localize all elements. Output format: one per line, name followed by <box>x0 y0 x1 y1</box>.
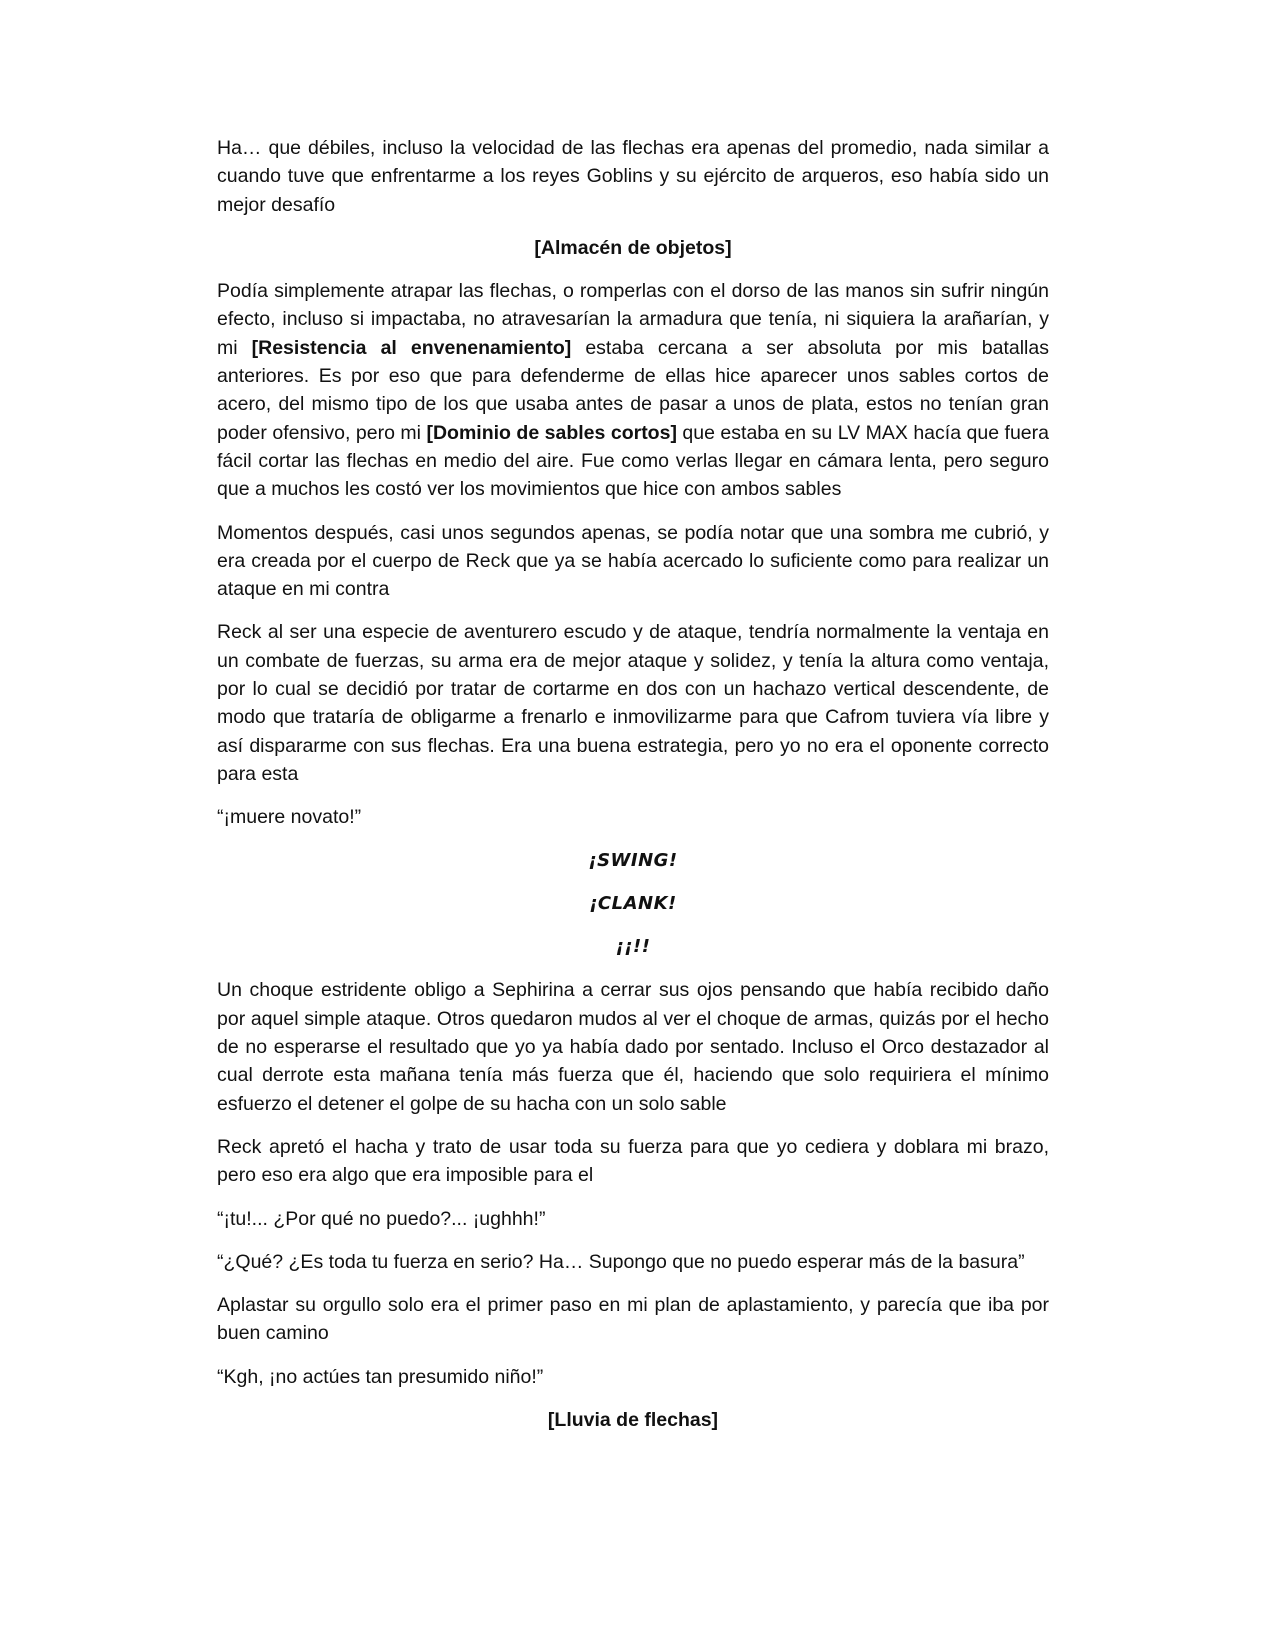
paragraph-10: Aplastar su orgullo solo era el primer paso en mi plan de aplastamiento, y parecía que iba por buen camino <box>217 1294 1049 1345</box>
skill-heading-arrow-rain: [Lluvia de flechas] <box>547 1408 719 1431</box>
paragraph-4: Reck al ser una especie de aventurero escudo y de ataque, tendría normalmente la ventaja en un combate de fuerzas, su arma era de mejor ataque y solidez, y tenía la altura como ventaja, por lo cual se decidió por tratar de cortarme en dos con un hachazo vertical descendente, de modo que trataría de obligarme a frenarlo e inmovilizarme para que Cafrom tuviera vía libre y así dispararme con sus flechas. Era una buena estrategia, pero yo no era el oponente correcto para esta <box>217 621 1049 785</box>
sound-effect-swing: ¡SWING! <box>588 849 678 871</box>
dialogue-4: “Kgh, ¡no actúes tan presumido niño!” <box>217 1365 544 1388</box>
dialogue-3: “¿Qué? ¿Es toda tu fuerza en serio? Ha… Supongo que no puedo esperar más de la basura” <box>217 1250 1025 1273</box>
paragraph-6: Un choque estridente obligo a Sephirina a cerrar sus ojos pensando que había recibido daño por aquel simple ataque. Otros quedaron mudos al ver el choque de armas, quizás por el hecho de no esperarse el resultado que yo ya había dado por sentado. Incluso el Orco destazador al cual derrote esta mañana tenía más fuerza que él, haciendo que solo requiriera el mínimo esfuerzo el detener el golpe de su hacha con un solo sable <box>217 979 1049 1115</box>
document-page <box>217 134 1049 1449</box>
skill-poison-resistance: [Resistencia al envenenamiento] <box>251 336 572 359</box>
sound-effect-exclamation: ¡¡!! <box>615 936 651 958</box>
paragraph-2-text-c: estaba cercana a ser absoluta por mis batallas anteriores. Es por eso que para defenderme de ellas hice aparecer unos sables cortos de acero, del mismo tipo de los que usaba antes de pasar a unos de plata, estos no tenían gran poder ofensivo, pero mi <box>217 336 1049 444</box>
paragraph-3: Momentos después, casi unos segundos apenas, se podía notar que una sombra me cubrió, y era creada por el cuerpo de Reck que ya se había acercado lo suficiente como para realizar un ataque en mi contra <box>217 521 1049 601</box>
dialogue-1: “¡muere novato!” <box>217 806 362 829</box>
skill-short-sabers-mastery: [Dominio de sables cortos] <box>426 421 677 444</box>
paragraph-2-text-e: que estaba en su LV MAX hacía que fuera fácil cortar las flechas en medio del aire. Fue como verlas llegar en cámara lenta, pero seguro que a muchos les costó ver los movimientos que hice con ambos sables <box>217 421 1049 501</box>
sound-effect-clank: ¡CLANK! <box>589 892 677 914</box>
paragraph-1: Ha… que débiles, incluso la velocidad de las flechas era apenas del promedio, nada similar a cuando tuve que enfrentarme a los reyes Goblins y su ejército de arqueros, eso había sido un mejor desafío <box>217 137 1049 216</box>
skill-heading-item-storage: [Almacén de objetos] <box>534 236 732 259</box>
paragraph-7: Reck apretó el hacha y trato de usar toda su fuerza para que yo cediera y doblara mi brazo, pero eso era algo que era imposible para el <box>217 1135 1049 1187</box>
paragraph-2 <box>217 277 1049 503</box>
dialogue-2: “¡tu!... ¿Por qué no puedo?... ¡ughhh!” <box>217 1207 546 1230</box>
paragraph-2-text-a: Podía simplemente atrapar las flechas, o romperlas con el dorso de las manos sin sufrir ningún efecto, incluso si impactaba, no atravesarían la armadura que tenía, ni siquiera la arañarían, y mi <box>217 280 1049 359</box>
